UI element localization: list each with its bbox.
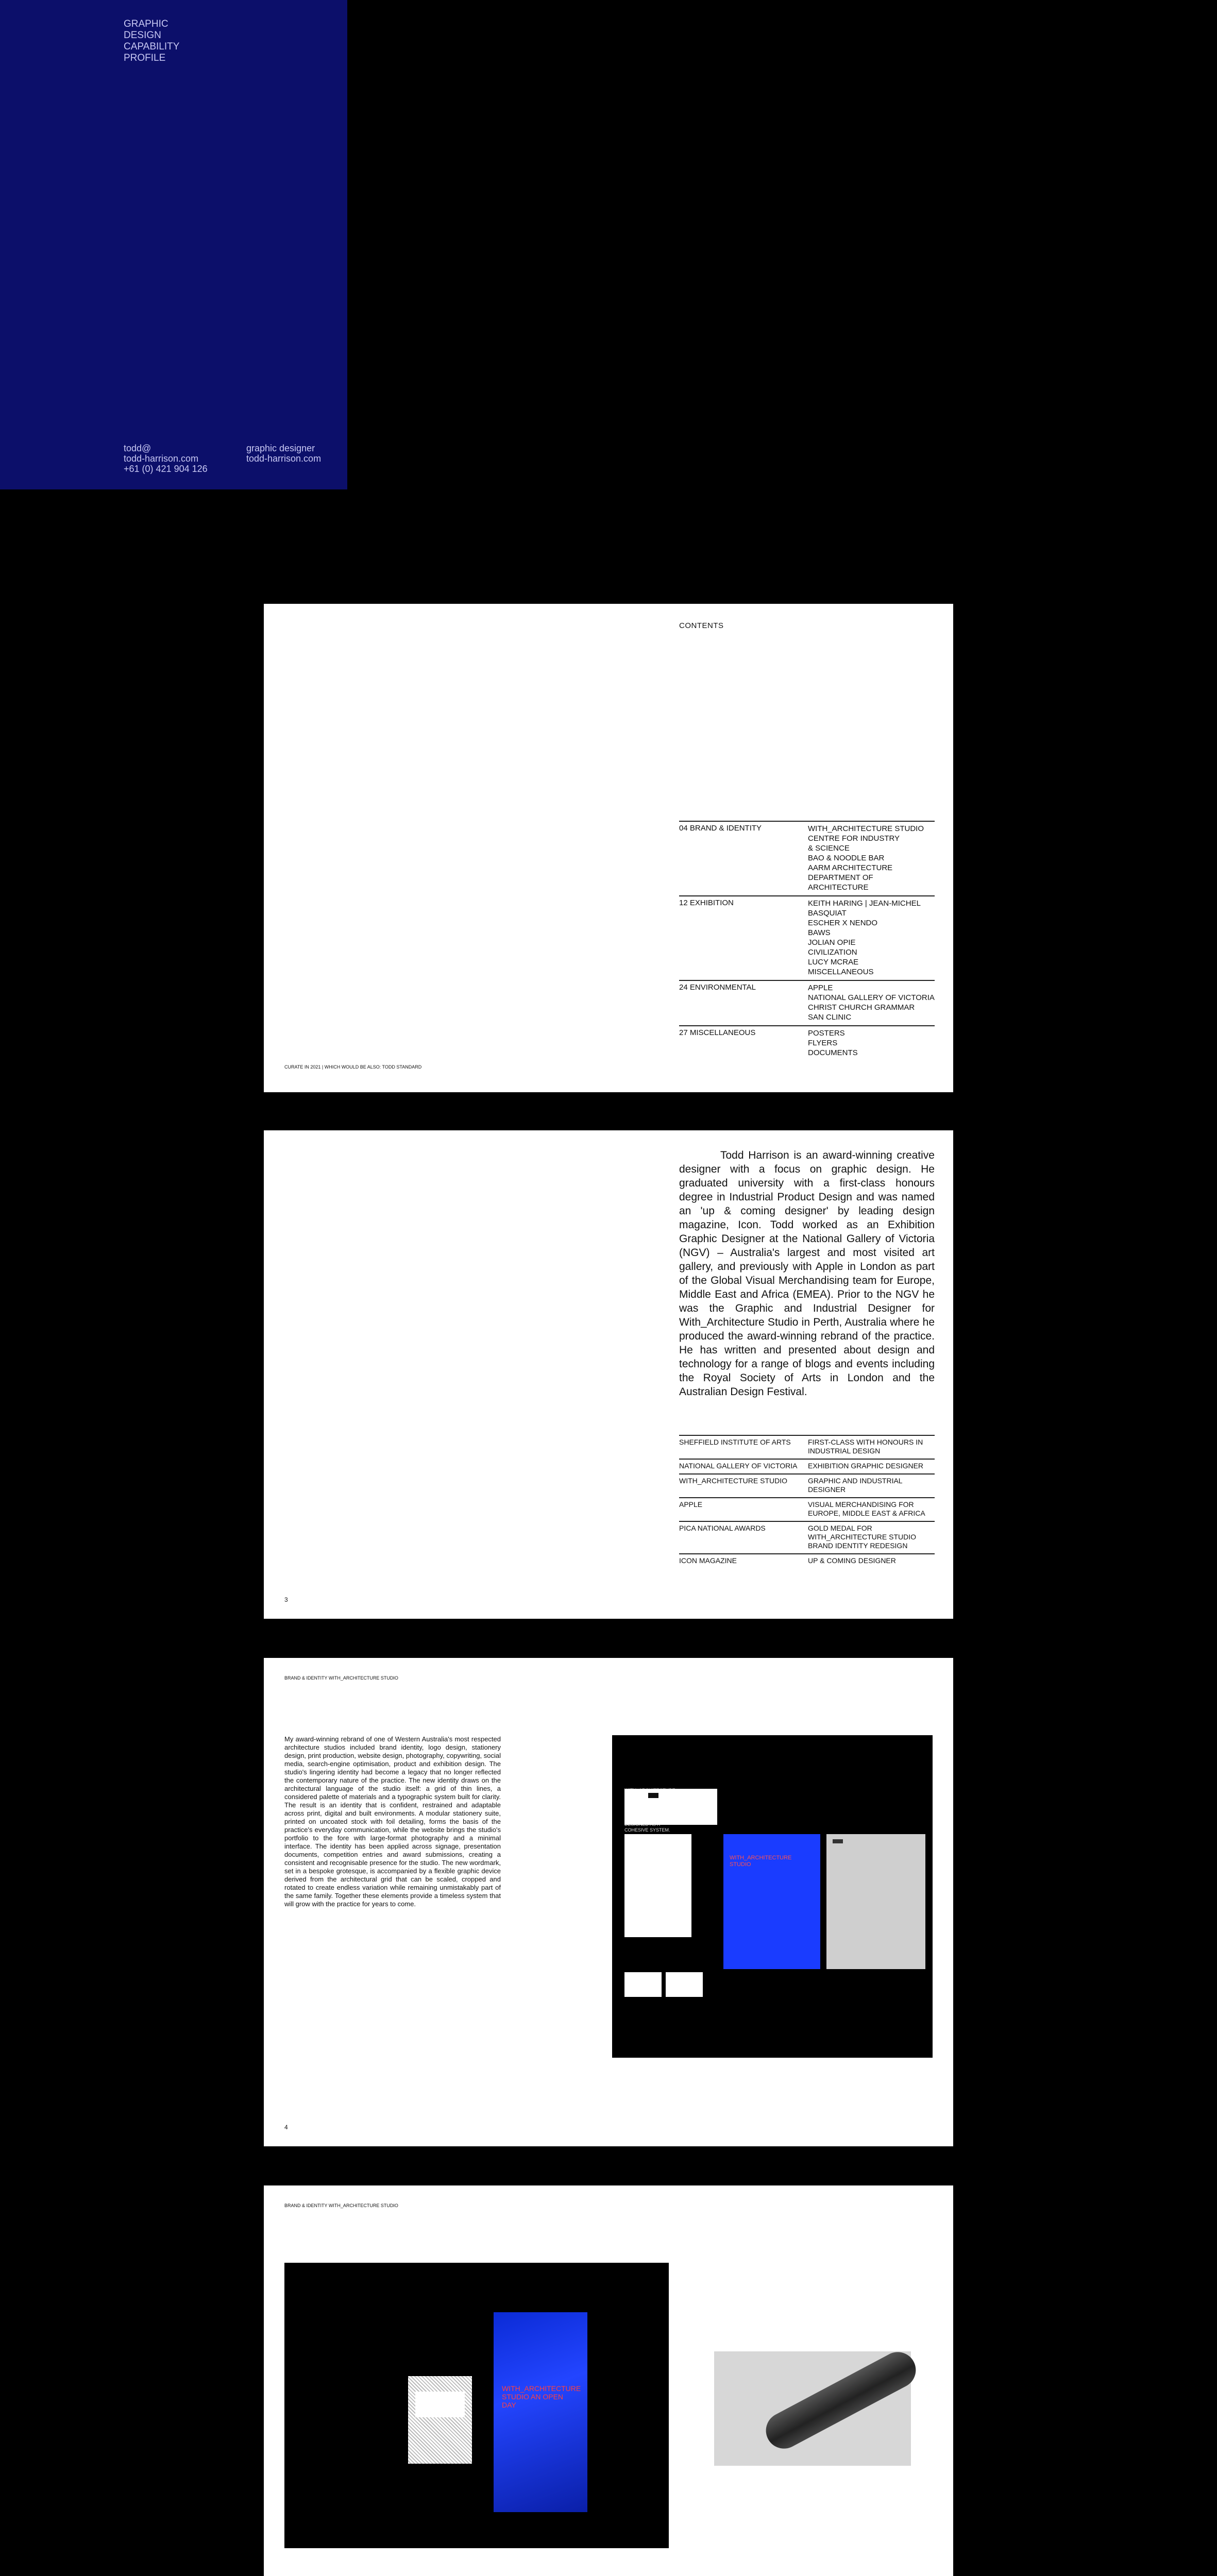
cv-role-line: DESIGNER [808, 1485, 846, 1494]
contents-item: NATIONAL GALLERY OF VICTORIA [808, 993, 935, 1002]
contents-section: 24 ENVIRONMENTAL [679, 983, 756, 992]
contents-item: AARM ARCHITECTURE [808, 863, 893, 872]
cover-title [124, 19, 179, 64]
cv-row [679, 1497, 935, 1521]
cv-role-line: GOLD MEDAL FOR [808, 1524, 872, 1532]
booklet-label [415, 2392, 465, 2417]
contact-line: todd@ [124, 443, 151, 453]
cv-role-line: EXHIBITION GRAPHIC DESIGNER [808, 1462, 924, 1470]
cover-title-line: CAPABILITY [124, 41, 180, 52]
cv-org: SHEFFIELD INSTITUTE OF ARTS [679, 1438, 791, 1446]
section-header: BRAND & IDENTITY WITH_ARCHITECTURE STUDIO [284, 1675, 398, 1681]
contents-item: & SCIENCE [808, 844, 850, 853]
cv-role-line: UP & COMING DESIGNER [808, 1556, 896, 1565]
cv-row [679, 1521, 935, 1553]
contents-item: FLYERS [808, 1039, 838, 1047]
patterned-booklet [408, 2376, 472, 2464]
photo-panel [284, 2263, 669, 2548]
logo-mark [833, 1839, 843, 1843]
cv-role-line: BRAND IDENTITY REDESIGN [808, 1541, 908, 1550]
contents-item: CHRIST CHURCH GRAMMAR [808, 1003, 915, 1012]
blue-poster [494, 2312, 587, 2512]
contents-row [679, 1025, 935, 1061]
body-text: My award-winning rebrand of one of Western Australia's most respected architecture studios included brand identity, logo design, stationery design, print production, website design, photography, copywriting, social media, search-engine optimisation, product and exhibition design. The studio's lingering identity had become a legacy that no longer reflected the contemporary nature of the practice. The new identity draws on the architectural language of the studio itself: a grid of thin lines, a considered palette of materials and a typographic system built for clarity. The result is an identity that is confident, restrained and adaptable across print, digital and built environments. A modular stationery suite, printed on uncoated stock with foil detailing, forms the basis of the practice's everyday communication, while the website brings the studio's portfolio to the fore with large-format photography and a minimal interface. The identity has been applied across signage, presentation documents, competition entries and award submissions, creating a consistent and recognisable presence for the studio. The new wordmark, set in a bespoke grotesque, is accompanied by a flexible graphic device derived from the architectural grid that can be scaled, cropped and rotated to create endless variation while remaining unmistakably part of the same family. Together these elements provide a timeless system that will grow with the practice for years to come. [284, 1735, 501, 1908]
contents-items [808, 1028, 935, 1058]
contents-item: DOCUMENTS [808, 1048, 858, 1057]
cv-table [679, 1435, 935, 1568]
cv-role [808, 1556, 935, 1565]
contents-item: APPLE [808, 984, 833, 992]
contents-item: SAN CLINIC [808, 1013, 852, 1022]
poster-tube [759, 2346, 922, 2455]
cv-role-line: EUROPE, MIDDLE EAST & AFRICA [808, 1509, 925, 1517]
role-line: todd-harrison.com [246, 453, 322, 464]
cover-role [246, 443, 321, 464]
small-card [666, 1972, 703, 1997]
contents-item: WITH_ARCHITECTURE STUDIO [808, 824, 924, 833]
contents-item: BAO & NOODLE BAR [808, 854, 885, 862]
letterhead [624, 1834, 691, 1937]
contents-title: CONTENTS [679, 621, 724, 630]
page-number: 4 [284, 2124, 288, 2131]
contents-item: JOLIAN OPIE [808, 938, 856, 947]
cv-row [679, 1553, 935, 1568]
role-line: graphic designer [246, 443, 315, 453]
bio-text: Todd Harrison is an award-winning creative designer with a focus on graphic design. He graduated university with a first-class honours degree in Industrial Product Design and was named an 'up & coming designer' by leading design magazine, Icon. Todd worked as an Exhibition Graphic Designer at the National Gallery of Victoria (NGV) – Australia's largest and most visited art gallery, and previously with Apple in London as part of the Global Visual Merchandising team for Europe, Middle East and Africa (EMEA). Prior to the NGV he was the Graphic and Industrial Designer for With_Architecture Studio in Perth, Australia where he produced the award-winning rebrand of the practice. He has written and presented about design and technology for a range of blogs and events including the Royal Society of Arts in London and the Australian Design Festival. [679, 1149, 935, 1398]
contents-item: POSTERS [808, 1029, 845, 1038]
contents-item: CENTRE FOR INDUSTRY [808, 834, 900, 843]
grey-document [826, 1834, 925, 1969]
cv-role-line: GRAPHIC AND INDUSTRIAL [808, 1477, 903, 1485]
cv-row [679, 1459, 935, 1473]
cover-title-line: DESIGN [124, 30, 161, 41]
cv-role [808, 1524, 935, 1550]
contents-item: LUCY MCRAE [808, 958, 859, 967]
cv-role [808, 1462, 935, 1470]
small-card [624, 1972, 662, 1997]
cv-role-line: WITH_ARCHITECTURE STUDIO [808, 1533, 916, 1541]
section-header: BRAND & IDENTITY WITH_ARCHITECTURE STUDIO [284, 2203, 398, 2208]
business-card [624, 1789, 717, 1825]
contents-items [808, 824, 935, 892]
cover-title-line: GRAPHIC [124, 19, 168, 29]
contents-item: BASQUIAT [808, 909, 847, 918]
contents-row [679, 821, 935, 895]
blue-folder [723, 1834, 820, 1969]
cover-page [0, 0, 347, 489]
contents-table [679, 821, 935, 1061]
cv-role-line: FIRST-CLASS WITH HONOURS IN [808, 1438, 923, 1446]
contact-line: todd-harrison.com [124, 453, 199, 464]
contents-section: 12 EXHIBITION [679, 899, 734, 907]
contents-item: MISCELLANEOUS [808, 968, 874, 976]
contents-item: CIVILIZATION [808, 948, 857, 957]
contents-item: DEPARTMENT OF ARCHITECTURE [808, 873, 873, 892]
cv-org: APPLE [679, 1500, 703, 1509]
contents-row [679, 980, 935, 1025]
cv-role [808, 1438, 935, 1455]
cv-org: WITH_ARCHITECTURE STUDIO [679, 1477, 787, 1485]
cv-role-line: INDUSTRIAL DESIGN [808, 1447, 881, 1455]
cv-org: NATIONAL GALLERY OF VICTORIA [679, 1462, 798, 1470]
contact-line: +61 (0) 421 904 126 [124, 464, 208, 474]
cover-contact [124, 443, 208, 474]
contents-section: 27 MISCELLANEOUS [679, 1028, 756, 1037]
cover-title-line: PROFILE [124, 53, 166, 63]
cv-row [679, 1473, 935, 1497]
cv-role [808, 1477, 935, 1494]
contents-item: KEITH HARING | JEAN-MICHEL [808, 899, 921, 908]
contents-row [679, 895, 935, 980]
image-caption: COHESIVE SYSTEM. [624, 1827, 670, 1833]
contents-items [808, 899, 935, 977]
folder-text: WITH_ARCHITECTURE STUDIO [730, 1855, 792, 1868]
page-number: 3 [284, 1596, 288, 1603]
cv-role-line: VISUAL MERCHANDISING FOR [808, 1500, 914, 1509]
contents-items [808, 983, 935, 1022]
cv-org: ICON MAGAZINE [679, 1556, 737, 1565]
logo-mark [648, 1793, 658, 1798]
contents-item: ESCHER X NENDO [808, 919, 878, 927]
cv-role [808, 1500, 935, 1518]
contents-footer: CURATE IN 2021 | WHICH WOULD BE ALSO: TODD STANDARD [284, 1064, 422, 1070]
cv-row [679, 1435, 935, 1459]
cv-org: PICA NATIONAL AWARDS [679, 1524, 766, 1532]
poster-text: WITH_ARCHITECTURE STUDIO AN OPEN DAY [502, 2384, 581, 2409]
contents-item: BAWS [808, 928, 831, 937]
tube-photo [714, 2351, 911, 2466]
contents-section: 04 BRAND & IDENTITY [679, 824, 762, 833]
